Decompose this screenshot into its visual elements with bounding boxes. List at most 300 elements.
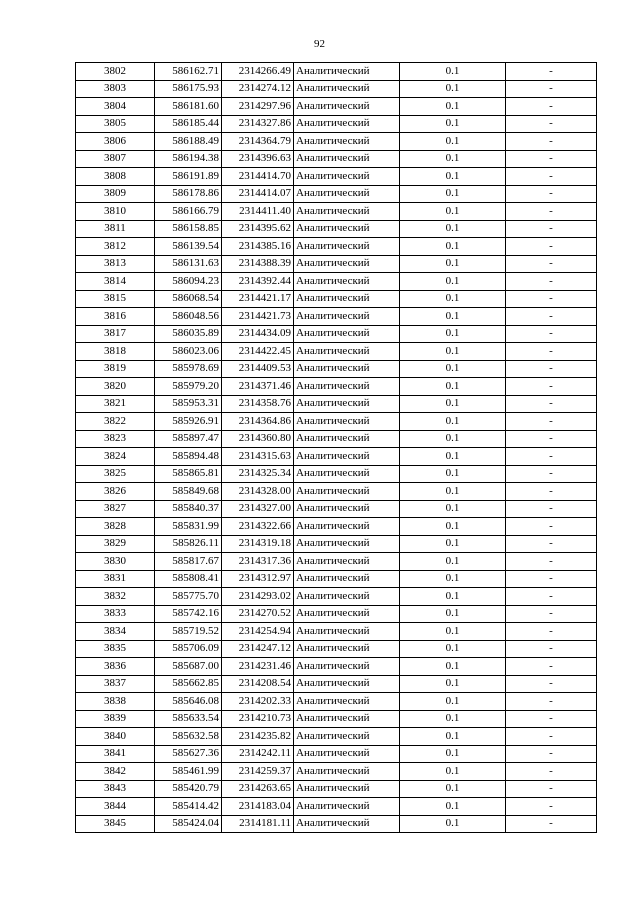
method-cell: Аналитический [294, 500, 400, 518]
point-number-cell: 3824 [76, 448, 155, 466]
method-cell: Аналитический [294, 798, 400, 816]
x-coordinate-cell: 585424.04 [155, 815, 222, 833]
note-cell: - [506, 255, 597, 273]
method-cell: Аналитический [294, 185, 400, 203]
accuracy-cell: 0.1 [400, 98, 506, 116]
note-cell: - [506, 220, 597, 238]
note-cell: - [506, 150, 597, 168]
note-cell: - [506, 80, 597, 98]
point-number-cell: 3814 [76, 273, 155, 291]
point-number-cell: 3838 [76, 693, 155, 711]
x-coordinate-cell: 585775.70 [155, 588, 222, 606]
method-cell: Аналитический [294, 63, 400, 81]
method-cell: Аналитический [294, 238, 400, 256]
y-coordinate-cell: 2314247.12 [222, 640, 294, 658]
method-cell: Аналитический [294, 675, 400, 693]
point-number-cell: 3829 [76, 535, 155, 553]
table-row [76, 133, 597, 151]
y-coordinate-cell: 2314297.96 [222, 98, 294, 116]
table-row [76, 290, 597, 308]
point-number-cell: 3810 [76, 203, 155, 221]
table-row [76, 658, 597, 676]
note-cell: - [506, 588, 597, 606]
point-number-cell: 3827 [76, 500, 155, 518]
x-coordinate-cell: 586188.49 [155, 133, 222, 151]
accuracy-cell: 0.1 [400, 710, 506, 728]
accuracy-cell: 0.1 [400, 255, 506, 273]
table-row [76, 325, 597, 343]
x-coordinate-cell: 585978.69 [155, 360, 222, 378]
x-coordinate-cell: 585897.47 [155, 430, 222, 448]
y-coordinate-cell: 2314312.97 [222, 570, 294, 588]
accuracy-cell: 0.1 [400, 570, 506, 588]
method-cell: Аналитический [294, 518, 400, 536]
note-cell: - [506, 465, 597, 483]
method-cell: Аналитический [294, 780, 400, 798]
y-coordinate-cell: 2314254.94 [222, 623, 294, 641]
accuracy-cell: 0.1 [400, 80, 506, 98]
x-coordinate-cell: 585687.00 [155, 658, 222, 676]
accuracy-cell: 0.1 [400, 553, 506, 571]
accuracy-cell: 0.1 [400, 675, 506, 693]
y-coordinate-cell: 2314208.54 [222, 675, 294, 693]
method-cell: Аналитический [294, 98, 400, 116]
accuracy-cell: 0.1 [400, 605, 506, 623]
accuracy-cell: 0.1 [400, 115, 506, 133]
x-coordinate-cell: 586166.79 [155, 203, 222, 221]
table-row [76, 693, 597, 711]
table-row [76, 360, 597, 378]
method-cell: Аналитический [294, 413, 400, 431]
x-coordinate-cell: 585632.58 [155, 728, 222, 746]
method-cell: Аналитический [294, 815, 400, 833]
y-coordinate-cell: 2314181.11 [222, 815, 294, 833]
point-number-cell: 3821 [76, 395, 155, 413]
point-number-cell: 3819 [76, 360, 155, 378]
point-number-cell: 3806 [76, 133, 155, 151]
x-coordinate-cell: 585414.42 [155, 798, 222, 816]
table-row [76, 203, 597, 221]
note-cell: - [506, 763, 597, 781]
accuracy-cell: 0.1 [400, 500, 506, 518]
accuracy-cell: 0.1 [400, 518, 506, 536]
method-cell: Аналитический [294, 308, 400, 326]
point-number-cell: 3807 [76, 150, 155, 168]
point-number-cell: 3839 [76, 710, 155, 728]
method-cell: Аналитический [294, 728, 400, 746]
table-row [76, 115, 597, 133]
y-coordinate-cell: 2314325.34 [222, 465, 294, 483]
point-number-cell: 3830 [76, 553, 155, 571]
point-number-cell: 3812 [76, 238, 155, 256]
table-row [76, 220, 597, 238]
y-coordinate-cell: 2314358.76 [222, 395, 294, 413]
x-coordinate-cell: 585742.16 [155, 605, 222, 623]
method-cell: Аналитический [294, 570, 400, 588]
point-number-cell: 3842 [76, 763, 155, 781]
table-row [76, 483, 597, 501]
point-number-cell: 3845 [76, 815, 155, 833]
accuracy-cell: 0.1 [400, 763, 506, 781]
x-coordinate-cell: 586068.54 [155, 290, 222, 308]
note-cell: - [506, 658, 597, 676]
point-number-cell: 3834 [76, 623, 155, 641]
method-cell: Аналитический [294, 168, 400, 186]
y-coordinate-cell: 2314385.16 [222, 238, 294, 256]
point-number-cell: 3809 [76, 185, 155, 203]
method-cell: Аналитический [294, 710, 400, 728]
method-cell: Аналитический [294, 430, 400, 448]
point-number-cell: 3833 [76, 605, 155, 623]
x-coordinate-cell: 585849.68 [155, 483, 222, 501]
x-coordinate-cell: 586158.85 [155, 220, 222, 238]
coordinates-table-body [76, 63, 597, 833]
table-row [76, 168, 597, 186]
method-cell: Аналитический [294, 658, 400, 676]
y-coordinate-cell: 2314395.62 [222, 220, 294, 238]
note-cell: - [506, 640, 597, 658]
note-cell: - [506, 395, 597, 413]
note-cell: - [506, 378, 597, 396]
accuracy-cell: 0.1 [400, 728, 506, 746]
x-coordinate-cell: 585627.36 [155, 745, 222, 763]
accuracy-cell: 0.1 [400, 343, 506, 361]
x-coordinate-cell: 586175.93 [155, 80, 222, 98]
note-cell: - [506, 203, 597, 221]
x-coordinate-cell: 586194.38 [155, 150, 222, 168]
x-coordinate-cell: 586023.06 [155, 343, 222, 361]
table-row [76, 98, 597, 116]
y-coordinate-cell: 2314202.33 [222, 693, 294, 711]
method-cell: Аналитический [294, 588, 400, 606]
point-number-cell: 3836 [76, 658, 155, 676]
note-cell: - [506, 133, 597, 151]
x-coordinate-cell: 586162.71 [155, 63, 222, 81]
x-coordinate-cell: 585461.99 [155, 763, 222, 781]
accuracy-cell: 0.1 [400, 150, 506, 168]
point-number-cell: 3815 [76, 290, 155, 308]
accuracy-cell: 0.1 [400, 238, 506, 256]
note-cell: - [506, 605, 597, 623]
accuracy-cell: 0.1 [400, 623, 506, 641]
x-coordinate-cell: 585706.09 [155, 640, 222, 658]
note-cell: - [506, 63, 597, 81]
point-number-cell: 3822 [76, 413, 155, 431]
table-row [76, 185, 597, 203]
x-coordinate-cell: 585662.85 [155, 675, 222, 693]
y-coordinate-cell: 2314270.52 [222, 605, 294, 623]
y-coordinate-cell: 2314317.36 [222, 553, 294, 571]
note-cell: - [506, 290, 597, 308]
note-cell: - [506, 518, 597, 536]
point-number-cell: 3803 [76, 80, 155, 98]
x-coordinate-cell: 585719.52 [155, 623, 222, 641]
y-coordinate-cell: 2314409.53 [222, 360, 294, 378]
method-cell: Аналитический [294, 745, 400, 763]
y-coordinate-cell: 2314242.11 [222, 745, 294, 763]
y-coordinate-cell: 2314327.86 [222, 115, 294, 133]
accuracy-cell: 0.1 [400, 640, 506, 658]
accuracy-cell: 0.1 [400, 185, 506, 203]
y-coordinate-cell: 2314434.09 [222, 325, 294, 343]
y-coordinate-cell: 2314231.46 [222, 658, 294, 676]
accuracy-cell: 0.1 [400, 203, 506, 221]
point-number-cell: 3844 [76, 798, 155, 816]
note-cell: - [506, 343, 597, 361]
accuracy-cell: 0.1 [400, 483, 506, 501]
table-row [76, 780, 597, 798]
table-row [76, 763, 597, 781]
y-coordinate-cell: 2314259.37 [222, 763, 294, 781]
note-cell: - [506, 273, 597, 291]
y-coordinate-cell: 2314396.63 [222, 150, 294, 168]
accuracy-cell: 0.1 [400, 535, 506, 553]
point-number-cell: 3825 [76, 465, 155, 483]
table-row [76, 430, 597, 448]
y-coordinate-cell: 2314319.18 [222, 535, 294, 553]
accuracy-cell: 0.1 [400, 798, 506, 816]
table-row [76, 710, 597, 728]
method-cell: Аналитический [294, 325, 400, 343]
note-cell: - [506, 483, 597, 501]
accuracy-cell: 0.1 [400, 465, 506, 483]
point-number-cell: 3840 [76, 728, 155, 746]
method-cell: Аналитический [294, 150, 400, 168]
x-coordinate-cell: 586191.89 [155, 168, 222, 186]
table-row [76, 448, 597, 466]
coordinates-table [75, 62, 597, 833]
x-coordinate-cell: 586094.23 [155, 273, 222, 291]
y-coordinate-cell: 2314293.02 [222, 588, 294, 606]
method-cell: Аналитический [294, 378, 400, 396]
accuracy-cell: 0.1 [400, 220, 506, 238]
method-cell: Аналитический [294, 693, 400, 711]
note-cell: - [506, 360, 597, 378]
note-cell: - [506, 570, 597, 588]
note-cell: - [506, 308, 597, 326]
table-row [76, 308, 597, 326]
note-cell: - [506, 728, 597, 746]
y-coordinate-cell: 2314266.49 [222, 63, 294, 81]
table-row [76, 535, 597, 553]
y-coordinate-cell: 2314414.07 [222, 185, 294, 203]
y-coordinate-cell: 2314360.80 [222, 430, 294, 448]
note-cell: - [506, 238, 597, 256]
x-coordinate-cell: 586185.44 [155, 115, 222, 133]
accuracy-cell: 0.1 [400, 780, 506, 798]
x-coordinate-cell: 585894.48 [155, 448, 222, 466]
accuracy-cell: 0.1 [400, 308, 506, 326]
point-number-cell: 3841 [76, 745, 155, 763]
x-coordinate-cell: 586131.63 [155, 255, 222, 273]
table-row [76, 63, 597, 81]
accuracy-cell: 0.1 [400, 745, 506, 763]
method-cell: Аналитический [294, 535, 400, 553]
accuracy-cell: 0.1 [400, 658, 506, 676]
note-cell: - [506, 675, 597, 693]
point-number-cell: 3823 [76, 430, 155, 448]
method-cell: Аналитический [294, 220, 400, 238]
table-row [76, 500, 597, 518]
point-number-cell: 3828 [76, 518, 155, 536]
note-cell: - [506, 325, 597, 343]
x-coordinate-cell: 586139.54 [155, 238, 222, 256]
x-coordinate-cell: 585633.54 [155, 710, 222, 728]
point-number-cell: 3826 [76, 483, 155, 501]
y-coordinate-cell: 2314388.39 [222, 255, 294, 273]
x-coordinate-cell: 585840.37 [155, 500, 222, 518]
table-row [76, 728, 597, 746]
note-cell: - [506, 500, 597, 518]
method-cell: Аналитический [294, 465, 400, 483]
note-cell: - [506, 413, 597, 431]
table-row [76, 80, 597, 98]
note-cell: - [506, 448, 597, 466]
point-number-cell: 3831 [76, 570, 155, 588]
method-cell: Аналитический [294, 115, 400, 133]
x-coordinate-cell: 586035.89 [155, 325, 222, 343]
x-coordinate-cell: 585826.11 [155, 535, 222, 553]
method-cell: Аналитический [294, 360, 400, 378]
method-cell: Аналитический [294, 623, 400, 641]
note-cell: - [506, 185, 597, 203]
point-number-cell: 3808 [76, 168, 155, 186]
table-row [76, 815, 597, 833]
table-row [76, 605, 597, 623]
accuracy-cell: 0.1 [400, 413, 506, 431]
point-number-cell: 3816 [76, 308, 155, 326]
table-row [76, 588, 597, 606]
x-coordinate-cell: 585831.99 [155, 518, 222, 536]
page-number: 92 [314, 38, 325, 50]
method-cell: Аналитический [294, 640, 400, 658]
method-cell: Аналитический [294, 203, 400, 221]
table-row [76, 675, 597, 693]
method-cell: Аналитический [294, 133, 400, 151]
method-cell: Аналитический [294, 483, 400, 501]
accuracy-cell: 0.1 [400, 815, 506, 833]
table-row [76, 798, 597, 816]
accuracy-cell: 0.1 [400, 395, 506, 413]
point-number-cell: 3835 [76, 640, 155, 658]
note-cell: - [506, 115, 597, 133]
y-coordinate-cell: 2314328.00 [222, 483, 294, 501]
table-row [76, 378, 597, 396]
accuracy-cell: 0.1 [400, 273, 506, 291]
y-coordinate-cell: 2314364.86 [222, 413, 294, 431]
method-cell: Аналитический [294, 80, 400, 98]
y-coordinate-cell: 2314421.73 [222, 308, 294, 326]
note-cell: - [506, 430, 597, 448]
note-cell: - [506, 798, 597, 816]
y-coordinate-cell: 2314315.63 [222, 448, 294, 466]
point-number-cell: 3813 [76, 255, 155, 273]
note-cell: - [506, 693, 597, 711]
point-number-cell: 3811 [76, 220, 155, 238]
method-cell: Аналитический [294, 553, 400, 571]
x-coordinate-cell: 585926.91 [155, 413, 222, 431]
table-row [76, 465, 597, 483]
y-coordinate-cell: 2314327.00 [222, 500, 294, 518]
note-cell: - [506, 780, 597, 798]
x-coordinate-cell: 586181.60 [155, 98, 222, 116]
accuracy-cell: 0.1 [400, 168, 506, 186]
y-coordinate-cell: 2314235.82 [222, 728, 294, 746]
x-coordinate-cell: 585817.67 [155, 553, 222, 571]
y-coordinate-cell: 2314392.44 [222, 273, 294, 291]
accuracy-cell: 0.1 [400, 63, 506, 81]
y-coordinate-cell: 2314263.65 [222, 780, 294, 798]
method-cell: Аналитический [294, 255, 400, 273]
x-coordinate-cell: 585979.20 [155, 378, 222, 396]
y-coordinate-cell: 2314411.40 [222, 203, 294, 221]
method-cell: Аналитический [294, 343, 400, 361]
y-coordinate-cell: 2314421.17 [222, 290, 294, 308]
accuracy-cell: 0.1 [400, 378, 506, 396]
table-row [76, 553, 597, 571]
accuracy-cell: 0.1 [400, 325, 506, 343]
method-cell: Аналитический [294, 448, 400, 466]
y-coordinate-cell: 2314422.45 [222, 343, 294, 361]
accuracy-cell: 0.1 [400, 448, 506, 466]
note-cell: - [506, 553, 597, 571]
table-row [76, 150, 597, 168]
y-coordinate-cell: 2314414.70 [222, 168, 294, 186]
y-coordinate-cell: 2314364.79 [222, 133, 294, 151]
table-row [76, 395, 597, 413]
point-number-cell: 3804 [76, 98, 155, 116]
note-cell: - [506, 535, 597, 553]
accuracy-cell: 0.1 [400, 360, 506, 378]
point-number-cell: 3818 [76, 343, 155, 361]
note-cell: - [506, 745, 597, 763]
method-cell: Аналитический [294, 395, 400, 413]
point-number-cell: 3837 [76, 675, 155, 693]
y-coordinate-cell: 2314322.66 [222, 518, 294, 536]
point-number-cell: 3817 [76, 325, 155, 343]
table-row [76, 518, 597, 536]
x-coordinate-cell: 585646.08 [155, 693, 222, 711]
point-number-cell: 3802 [76, 63, 155, 81]
note-cell: - [506, 168, 597, 186]
accuracy-cell: 0.1 [400, 588, 506, 606]
method-cell: Аналитический [294, 290, 400, 308]
note-cell: - [506, 98, 597, 116]
table-row [76, 640, 597, 658]
y-coordinate-cell: 2314274.12 [222, 80, 294, 98]
point-number-cell: 3820 [76, 378, 155, 396]
accuracy-cell: 0.1 [400, 133, 506, 151]
y-coordinate-cell: 2314183.04 [222, 798, 294, 816]
method-cell: Аналитический [294, 605, 400, 623]
x-coordinate-cell: 585808.41 [155, 570, 222, 588]
point-number-cell: 3832 [76, 588, 155, 606]
accuracy-cell: 0.1 [400, 430, 506, 448]
accuracy-cell: 0.1 [400, 290, 506, 308]
x-coordinate-cell: 585420.79 [155, 780, 222, 798]
x-coordinate-cell: 585865.81 [155, 465, 222, 483]
table-row [76, 413, 597, 431]
table-row [76, 238, 597, 256]
note-cell: - [506, 815, 597, 833]
table-row [76, 273, 597, 291]
point-number-cell: 3805 [76, 115, 155, 133]
x-coordinate-cell: 585953.31 [155, 395, 222, 413]
accuracy-cell: 0.1 [400, 693, 506, 711]
x-coordinate-cell: 586048.56 [155, 308, 222, 326]
point-number-cell: 3843 [76, 780, 155, 798]
method-cell: Аналитический [294, 273, 400, 291]
